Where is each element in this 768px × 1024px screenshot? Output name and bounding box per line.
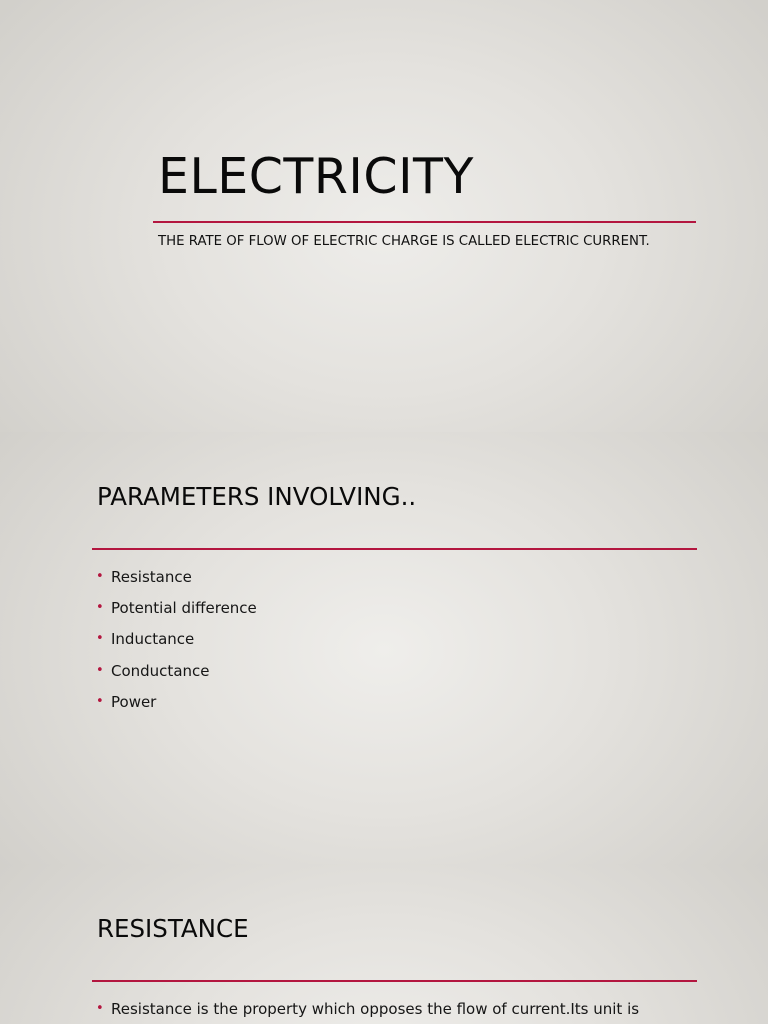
list-item-text: Potential difference <box>111 599 257 618</box>
slide-parameters <box>0 432 768 864</box>
list-item <box>96 598 257 629</box>
list-item <box>96 692 257 723</box>
list-item <box>96 629 257 660</box>
bullet-dot-icon: • <box>96 1001 104 1016</box>
bullet-dot-icon: • <box>96 693 104 709</box>
list-item-text: Resistance <box>111 568 192 586</box>
list-item-text: Resistance is the property which opposes the flow of current.Its unit is <box>111 1000 640 1018</box>
title-divider <box>153 221 696 223</box>
bullet-dot-icon: • <box>96 631 104 647</box>
list-item-text: Inductance <box>111 630 195 649</box>
bullet-list <box>96 999 696 1019</box>
title-divider <box>92 548 697 550</box>
list-item <box>96 567 257 598</box>
slide-electricity <box>0 0 768 432</box>
slide-title: ELECTRICITY <box>158 148 474 205</box>
title-divider <box>92 980 697 982</box>
list-item-text: Power <box>111 692 157 711</box>
bullet-dot-icon: • <box>96 600 104 616</box>
bullet-dot-icon: • <box>96 569 104 584</box>
bullet-list <box>96 567 257 723</box>
slide-subtitle: THE RATE OF FLOW OF ELECTRIC CHARGE IS CALLED ELECTRIC CURRENT. <box>158 234 650 249</box>
slide-title: RESISTANCE <box>97 914 249 943</box>
list-item-text: Conductance <box>111 661 210 680</box>
bullet-dot-icon: • <box>96 662 104 678</box>
slide-resistance <box>0 864 768 1024</box>
list-item <box>96 661 257 692</box>
slide-title: PARAMETERS INVOLVING.. <box>97 482 417 511</box>
list-item <box>96 999 696 1019</box>
